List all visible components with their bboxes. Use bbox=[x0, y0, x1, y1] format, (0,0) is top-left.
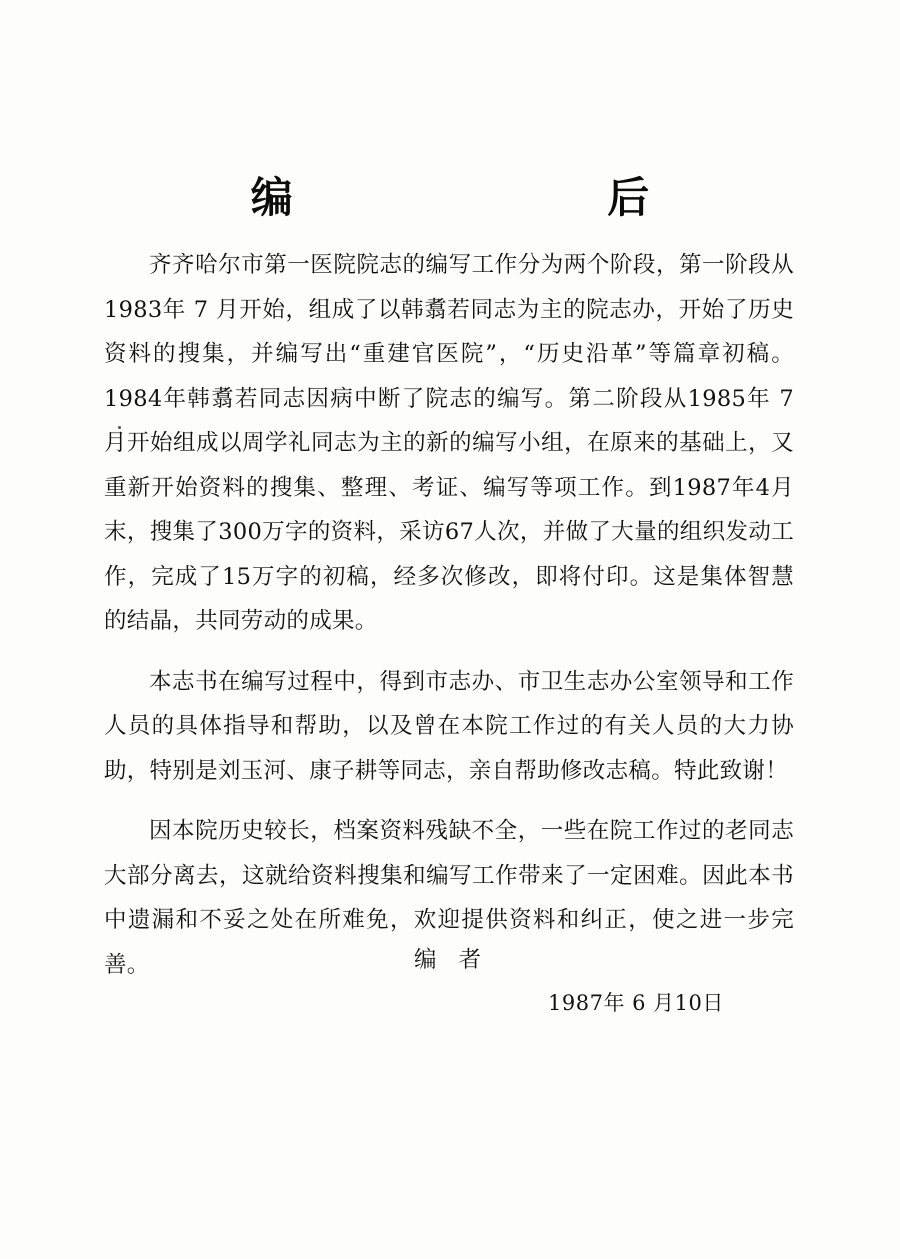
document-body bbox=[104, 243, 794, 987]
paragraph-3: 因本院历史较长，档案资料残缺不全，一些在院工作过的老同志大部分离去，这就给资料搜集和编写工作带来了一定困难。因此本书中遗漏和不妥之处在所难免，欢迎提供资料和纠正，使之进一步完善。 bbox=[104, 818, 794, 978]
paragraph-spacer bbox=[104, 644, 794, 660]
page-title: 编 后 bbox=[250, 173, 800, 222]
paragraph-1: 齐齐哈尔市第一医院院志的编写工作分为两个阶段，第一阶段从1983年 7 月开始，组成了以韩翥若同志为主的院志办，开始了历史资料的搜集，并编写出“重建官医院”，“历史沿革”等篇章初稿。1984年韩翥若同志因病中断了院志的编写。第二阶段从1985年 7 月开始组成以周学礼同志为主的新的编写小组，在原来的基础上，又重新开始资料的搜集、整理、考证、编写等项工作。到1987年4月末，搜集了300万字的资料，采访67人次，并做了大量的组织发动工作，完成了15万字的初稿，经多次修改，即将付印。这是集体智慧的结晶，共同劳动的成果。 bbox=[104, 252, 794, 634]
paragraph-spacer bbox=[104, 793, 794, 809]
paragraph-2: 本志书在编写过程中，得到市志办、市卫生志办公室领导和工作人员的具体指导和帮助，以及曾在本院工作过的有关人员的大力协助，特别是刘玉河、康子耕等同志，亲自帮助修改志稿。特此致谢！ bbox=[104, 668, 794, 784]
signature: 编者 bbox=[414, 947, 504, 973]
scan-speck bbox=[118, 426, 121, 429]
date: 1987年 6 月10日 bbox=[548, 991, 724, 1015]
